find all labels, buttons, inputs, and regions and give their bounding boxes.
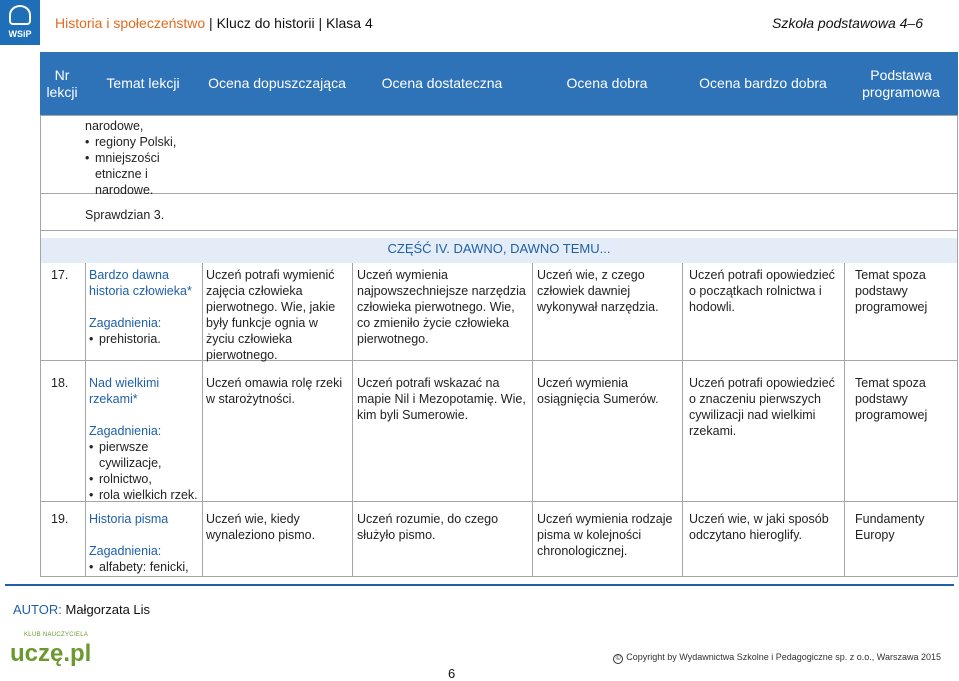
col-divider [532, 260, 533, 577]
dostateczna-cell: Uczeń potrafi wskazać na mapie Nil i Mezopotamię. Wie, kim byli Sumerowie. [357, 376, 526, 422]
col-divider [85, 260, 86, 577]
wsip-logo-icon [9, 5, 31, 25]
lesson-title: Historia pisma [89, 512, 169, 526]
continuation-first: narodowe, [85, 119, 144, 133]
dostateczna-cell: Uczeń rozumie, do czego służyło pismo. [357, 512, 499, 542]
title-rest: | Klucz do historii | Klasa 4 [205, 15, 373, 31]
col-dobra: Ocena dobra [566, 75, 648, 91]
list-item: • regiony Polski, [85, 134, 203, 150]
wsip-logo [0, 0, 40, 45]
author-name: Małgorzata Lis [61, 602, 151, 617]
dobra-cell: Uczeń wymienia osiągnięcia Sumerów. [537, 376, 659, 406]
row-divider [41, 230, 957, 231]
club-wordmark: uczę.pl [10, 640, 92, 667]
zagadnienia-label: Zagadnienia: [89, 316, 162, 330]
topic-list [89, 439, 199, 503]
copyright-line [613, 652, 941, 664]
dopuszczajaca-cell: Uczeń wie, kiedy wynaleziono pismo. [206, 512, 316, 542]
author-credit [13, 602, 150, 617]
col-divider [202, 260, 203, 577]
dopuszczajaca-cell: Uczeń omawia rolę rzeki w starożytności. [206, 376, 343, 406]
continuation-list [85, 134, 203, 198]
copyright-icon: © [613, 654, 623, 664]
podstawa-cell: Temat spoza podstawy programowej [855, 268, 928, 314]
table-header [40, 52, 958, 115]
bardzo-dobra-cell: Uczeń wie, w jaki sposób odczytano hieroglify. [689, 512, 829, 542]
lesson-title: Nad wielkimi rzekami* [89, 376, 160, 406]
col-divider [682, 260, 683, 577]
list-item: • rolnictwo, [89, 471, 199, 487]
col-temat: Temat lekcji [106, 75, 180, 91]
dobra-cell: Uczeń wymienia rodzaje pisma w kolejności chronologicznej. [537, 512, 673, 558]
lesson-nr: 18. [51, 376, 69, 390]
bardzo-dobra-cell: Uczeń potrafi opowiedzieć o początkach rolnictwa i hodowli. [689, 268, 835, 314]
list-item: • alfabety: fenicki, [89, 559, 199, 575]
col-nr: Nr lekcji [46, 66, 78, 100]
col-divider [352, 260, 353, 577]
dostateczna-cell: Uczeń wymienia najpowszechniejsze narzędzia człowieka pierwotnego. Wie, co zmieniło życie człowieka pierwotnego. [357, 268, 526, 346]
list-item: • rola wielkich rzek. [89, 487, 199, 503]
col-podstawa: Podstawa programowa [862, 66, 940, 100]
subject-name: Historia i społeczeństwo [55, 15, 206, 31]
podstawa-cell: Fundamenty Europy [855, 512, 925, 542]
list-item: • prehistoria. [89, 331, 199, 347]
klub-nauczyciela-logo [10, 632, 110, 666]
col-dopuszczajaca: Ocena dopuszczająca [208, 75, 346, 91]
page-header [0, 0, 959, 46]
copyright-text: Copyright by Wydawnictwa Szkolne i Pedagogiczne sp. z o.o., Warszawa 2015 [626, 652, 941, 662]
lesson-title-cell [89, 511, 199, 575]
page-number: 6 [448, 666, 456, 681]
bardzo-dobra-cell: Uczeń potrafi opowiedzieć o znaczeniu pierwszych cywilizacji nad wielkimi rzekami. [689, 376, 835, 438]
list-item: • mniejszości etniczne i narodowe. [85, 150, 203, 198]
sprawdzian-label: Sprawdzian 3. [85, 208, 165, 222]
author-bar [5, 584, 954, 620]
dopuszczajaca-cell: Uczeń potrafi wymienić zajęcia człowieka pierwotnego. Wie, jakie były funkcje ognia w życiu człowieka pierwotnego. [206, 268, 336, 362]
list-item: • pierwsze cywilizacje, [89, 439, 199, 471]
podstawa-cell: Temat spoza podstawy programowej [855, 376, 928, 422]
dobra-cell: Uczeń wie, z czego człowiek dawniej wykonywał narzędzia. [537, 268, 659, 314]
lesson-title-cell [89, 375, 199, 503]
zagadnienia-label: Zagadnienia: [89, 544, 162, 558]
wsip-logo-text: WSiP [8, 29, 32, 39]
club-caption: KLUB NAUCZYCIELA [24, 632, 89, 638]
school-level: Szkoła podstawowa 4–6 [772, 15, 923, 31]
col-bardzo-dobra: Ocena bardzo dobra [699, 75, 827, 91]
col-dostateczna: Ocena dostateczna [381, 75, 503, 91]
row-divider [41, 360, 957, 361]
topic-list [89, 331, 199, 347]
document-title [55, 15, 373, 31]
table-body [40, 115, 958, 577]
author-label: AUTOR: [13, 602, 62, 617]
lesson-nr: 19. [51, 512, 69, 526]
lesson-title: Bardzo dawna historia człowieka* [89, 268, 192, 298]
lesson-nr: 17. [51, 268, 69, 282]
part-label: CZĘŚĆ IV. DAWNO, DAWNO TEMU... [387, 241, 611, 256]
topic-list [89, 559, 199, 575]
continuation-cell [85, 118, 203, 198]
lesson-title-cell [89, 267, 199, 347]
zagadnienia-label: Zagadnienia: [89, 424, 162, 438]
col-divider [844, 260, 845, 577]
